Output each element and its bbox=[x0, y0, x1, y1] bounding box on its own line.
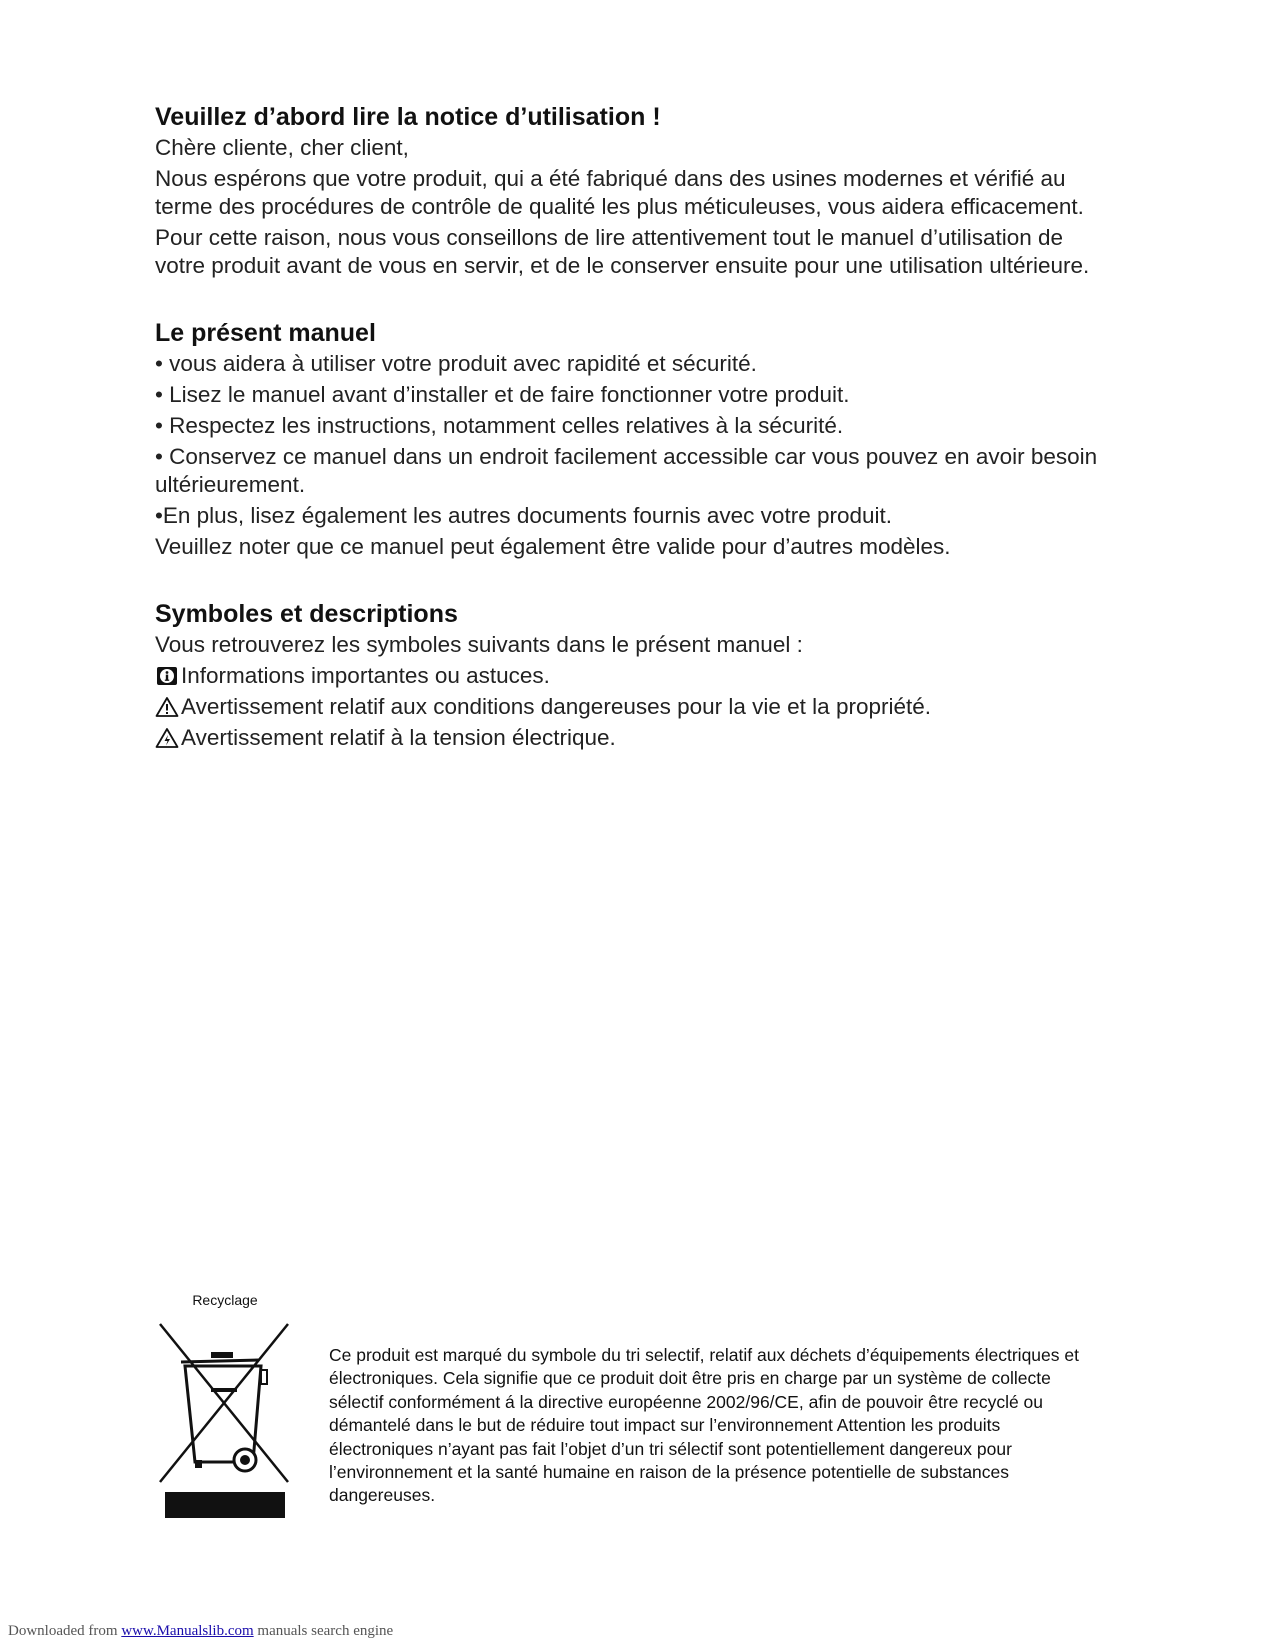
symbols-intro: Vous retrouverez les symboles suivants dans le présent manuel : bbox=[155, 632, 803, 657]
symbol-text: Informations importantes ou astuces. bbox=[181, 663, 550, 688]
recycling-label: Recyclage bbox=[192, 1292, 258, 1308]
footer-suffix: manuals search engine bbox=[253, 1623, 394, 1639]
manual-note: Veuillez noter que ce manuel peut également être valide pour d’autres modèles. bbox=[155, 534, 951, 559]
intro-title: Veuillez d’abord lire la notice d’utilisation ! bbox=[155, 103, 661, 131]
symbol-text: Avertissement relatif aux conditions dangereuses pour la vie et la propriété. bbox=[181, 694, 932, 719]
manual-bullet: • Lisez le manuel avant d’installer et de faire fonctionner votre produit. bbox=[155, 382, 850, 407]
recycling-symbol bbox=[155, 1292, 295, 1524]
symbol-item-electric bbox=[155, 724, 1115, 752]
greeting: Chère cliente, cher client, bbox=[155, 135, 409, 160]
info-icon bbox=[155, 665, 179, 687]
recycling-text: Ce produit est marqué du symbole du tri selectif, relatif aux déchets d’équipements électriques et électroniques. Cela signifie que ce produit doit être pris en charge par un système de collecte sélectif conformément á la directive européenne 2002/96/CE, afin de pouvoir être recyclé ou démantelé dans le but de réduire tout impact sur l’environnement Attention les produits électroniques n’ayant pas fait l’objet d’un tri sélectif sont potentiellement dangereux pour l’environnement et la santé humaine en raison de la présence potentielle de substances dangereuses. bbox=[329, 1345, 1079, 1506]
warning-icon bbox=[155, 696, 179, 718]
manual-bullet: • vous aidera à utiliser votre produit avec rapidité et sécurité. bbox=[155, 351, 757, 376]
crossed-bin-icon bbox=[155, 1314, 295, 1524]
symbol-item-warning bbox=[155, 693, 1115, 721]
symbols-title: Symboles et descriptions bbox=[155, 600, 458, 628]
manual-bullet: • Respectez les instructions, notamment celles relatives à la sécurité. bbox=[155, 413, 844, 438]
symbols-section bbox=[155, 599, 1115, 752]
symbol-text: Avertissement relatif à la tension électrique. bbox=[181, 725, 616, 750]
manual-bullet: •En plus, lisez également les autres documents fournis avec votre produit. bbox=[155, 503, 893, 528]
intro-paragraph-1: Nous espérons que votre produit, qui a été fabriqué dans des usines modernes et vérifié au terme des procédures de contrôle de qualité les plus méticuleuses, vous aidera efficacement. bbox=[155, 166, 1084, 219]
manual-bullet: • Conservez ce manuel dans un endroit facilement accessible car vous pouvez en avoir besoin ultérieurement. bbox=[155, 444, 1098, 497]
document-body bbox=[155, 102, 1115, 790]
manual-title: Le présent manuel bbox=[155, 319, 376, 347]
footer-prefix: Downloaded from bbox=[8, 1623, 122, 1639]
electric-warning-icon bbox=[155, 727, 179, 749]
footer-link[interactable]: www.Manualslib.com bbox=[121, 1623, 254, 1639]
intro-paragraph-2: Pour cette raison, nous vous conseillons de lire attentivement tout le manuel d’utilisation de votre produit avant de vous en servir, et de le conserver ensuite pour une utilisation ultérieure. bbox=[155, 225, 1090, 278]
manual-section bbox=[155, 318, 1115, 561]
symbol-item-info bbox=[155, 662, 1115, 690]
download-footer bbox=[8, 1623, 393, 1640]
intro-section bbox=[155, 102, 1115, 280]
